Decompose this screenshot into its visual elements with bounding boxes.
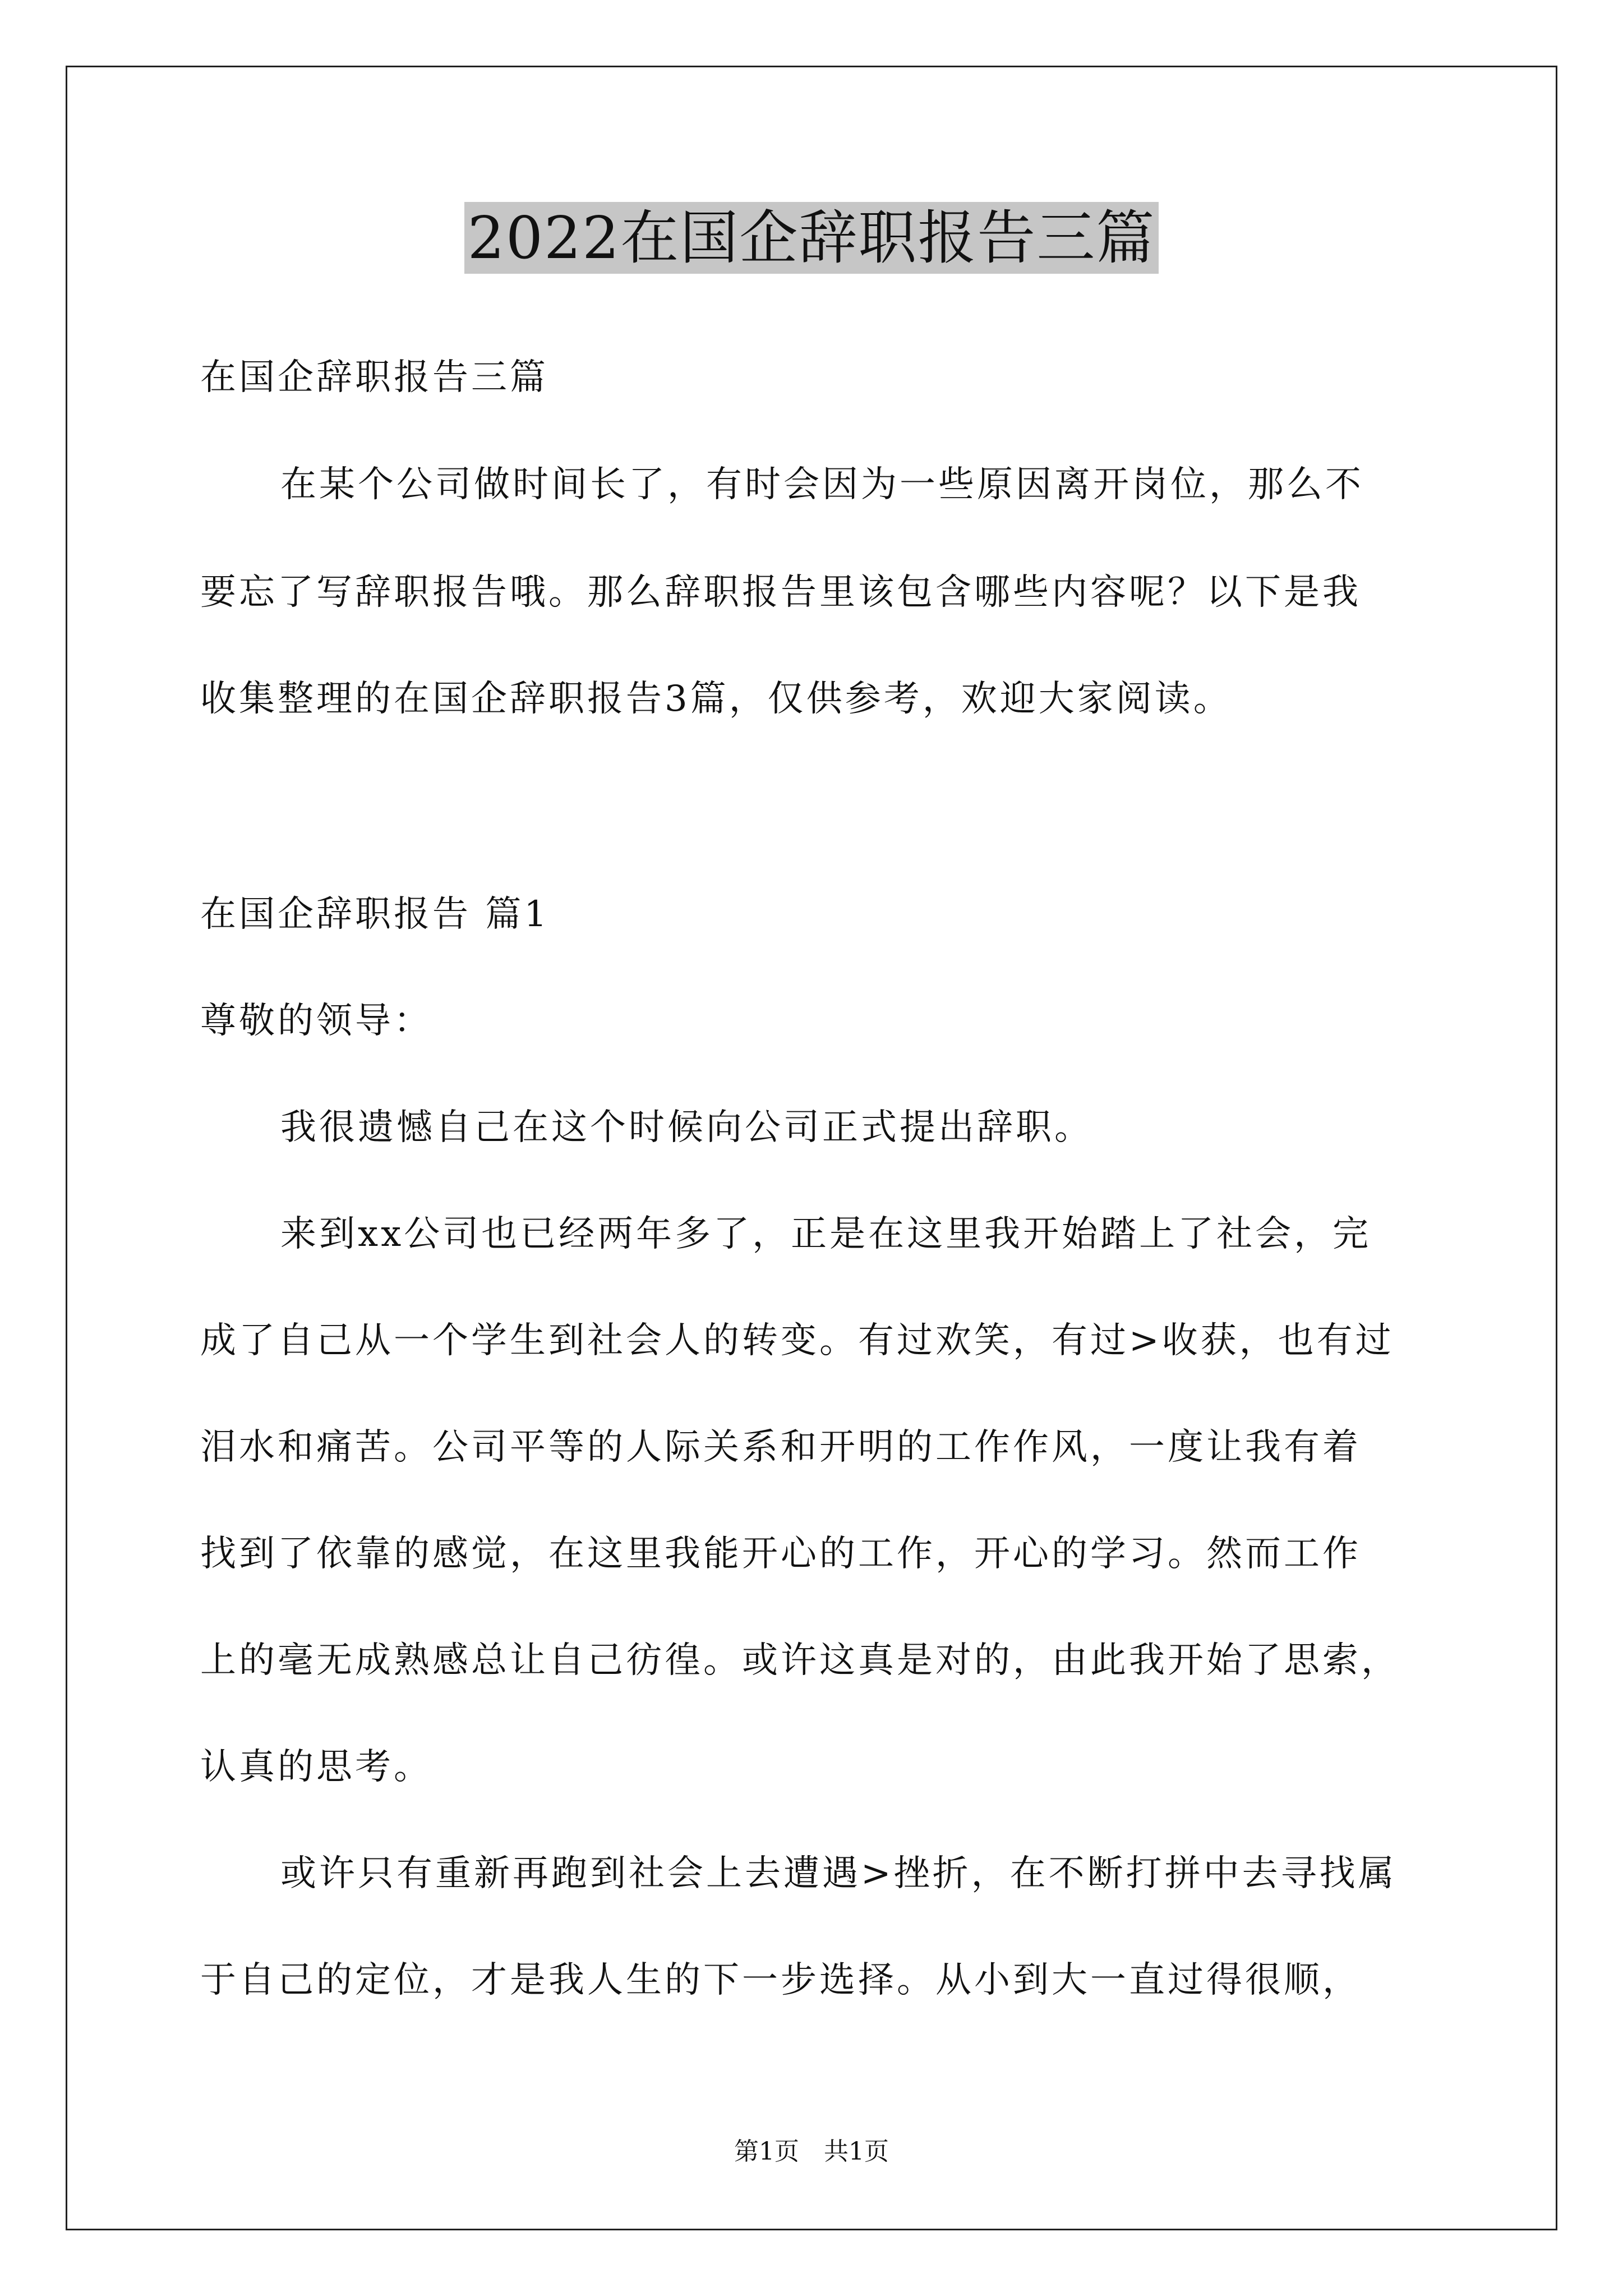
body-line: 或许只有重新再跑到社会上去遭遇>挫折，在不断打拼中去寻找属 [280, 1853, 1397, 1894]
intro-line: 在某个公司做时间长了，有时会因为一些原因离开岗位，那么不 [280, 464, 1364, 505]
intro-line: 要忘了写辞职报告哦。那么辞职报告里该包含哪些内容呢？以下是我 [200, 572, 1361, 613]
body-line: 于自己的定位，才是我人生的下一步选择。从小到大一直过得很顺， [200, 1959, 1361, 2001]
page-footer: 第1页 共1页 [734, 2137, 889, 2166]
intro-line: 收集整理的在国企辞职报告3篇，仅供参考，欢迎大家阅读。 [200, 678, 1232, 720]
subtitle: 在国企辞职报告三篇 [200, 357, 548, 398]
body-line: 成了自己从一个学生到社会人的转变。有过欢笑，有过>收获，也有过 [200, 1320, 1394, 1361]
salutation: 尊敬的领导： [200, 1000, 432, 1042]
body-line: 上的毫无成熟感总让自己彷徨。或许这真是对的，由此我开始了思索， [200, 1640, 1400, 1681]
body-line: 我很遗憾自己在这个时候向公司正式提出辞职。 [280, 1107, 1093, 1148]
body-line: 找到了依靠的感觉，在这里我能开心的工作，开心的学习。然而工作 [200, 1533, 1361, 1575]
body-line: 认真的思考。 [200, 1746, 432, 1788]
section-heading: 在国企辞职报告 篇1 [200, 894, 550, 935]
body-line: 来到xx公司也已经两年多了，正是在这里我开始踏上了社会，完 [280, 1213, 1372, 1255]
title-container [0, 202, 1623, 274]
body-line: 泪水和痛苦。公司平等的人际关系和开明的工作作风，一度让我有着 [200, 1427, 1361, 1468]
document-title: 2022在国企辞职报告三篇 [464, 202, 1159, 274]
